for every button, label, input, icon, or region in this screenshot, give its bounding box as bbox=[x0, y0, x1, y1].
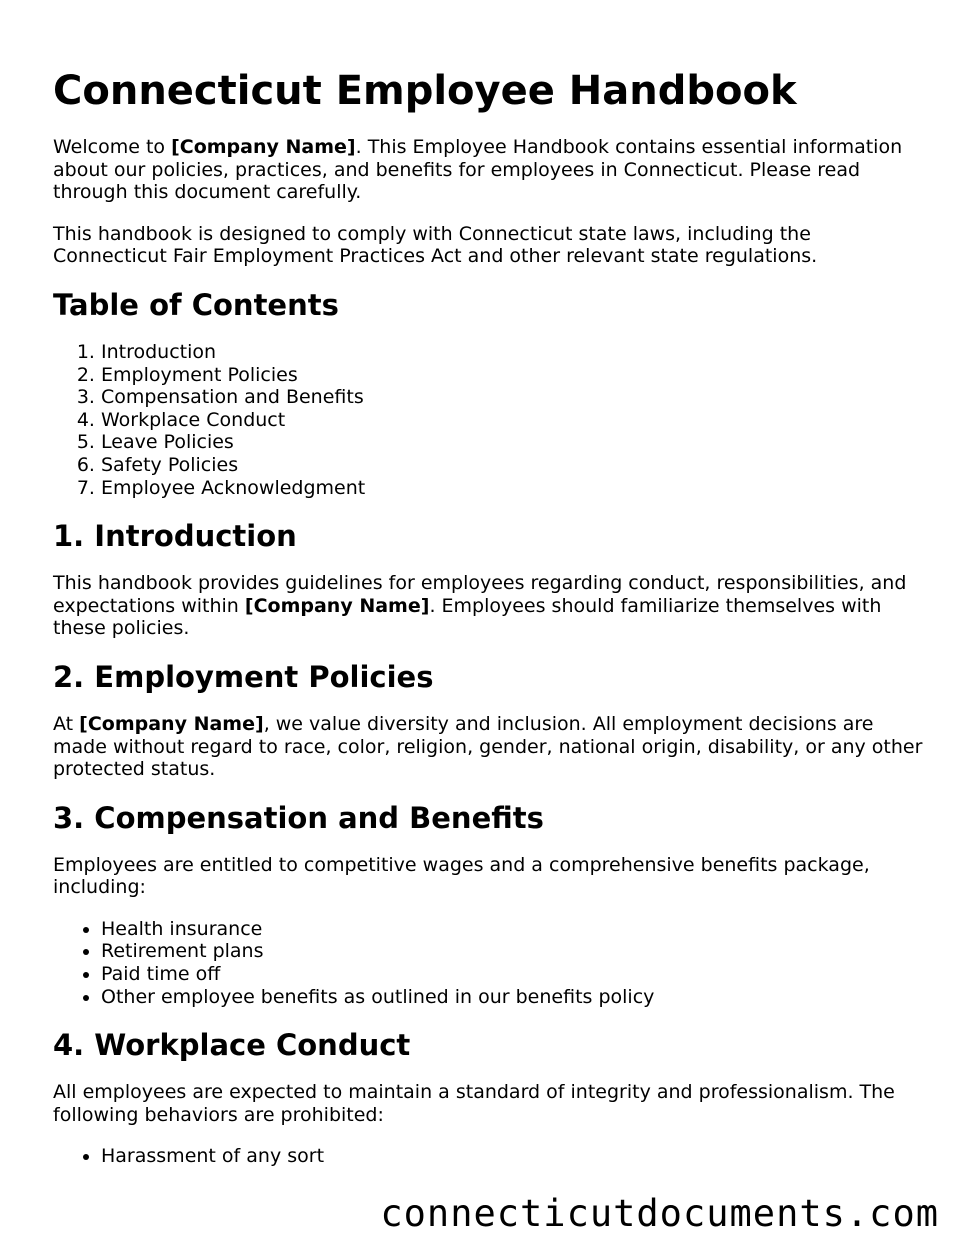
toc-list bbox=[53, 341, 923, 499]
section-introduction-text: This handbook provides guidelines for employees regarding conduct, responsibilities, and expectations within [Company Name]. Employees should familiarize themselves with these policies. bbox=[53, 572, 907, 640]
section-conduct-heading: 4. Workplace Conduct bbox=[53, 1028, 411, 1063]
toc-item: 3. Compensation and Benefits bbox=[101, 386, 923, 409]
company-name-placeholder: [Company Name] bbox=[79, 712, 264, 735]
toc-item: 5. Leave Policies bbox=[101, 431, 923, 454]
section-employment-text: At [Company Name], we value diversity and inclusion. All employment decisions are made without regard to race, color, religion, gender, national origin, disability, or any other protected status. bbox=[53, 712, 923, 781]
intro-paragraph-2: This handbook is designed to comply with Connecticut state laws, including the Connecticut Fair Employment Practices Act and other relevant state regulations. bbox=[53, 222, 818, 268]
toc-item: 4. Workplace Conduct bbox=[101, 409, 923, 432]
company-name-placeholder: [Company Name] bbox=[244, 594, 430, 617]
page-title: Connecticut Employee Handbook bbox=[53, 68, 797, 114]
section-compensation-heading: 3. Compensation and Benefits bbox=[53, 800, 544, 835]
document-page bbox=[53, 66, 923, 1187]
section-compensation-text: Employees are entitled to competitive wages and a comprehensive benefits package, including: bbox=[53, 853, 870, 899]
toc-item: 6. Safety Policies bbox=[101, 454, 923, 477]
intro-paragraph-1: Welcome to [Company Name]. This Employee Handbook contains essential information about our policies, practices, and benefits for employees in Connecticut. Please read through this document carefully. bbox=[53, 136, 903, 204]
prohibited-behaviors-list bbox=[53, 1145, 923, 1168]
site-watermark: connecticutdocuments.com bbox=[376, 1192, 943, 1235]
section-employment-heading: 2. Employment Policies bbox=[53, 659, 434, 694]
list-item: • Other employee benefits as outlined in our benefits policy bbox=[101, 986, 923, 1009]
toc-item: 7. Employee Acknowledgment bbox=[101, 477, 923, 500]
toc-heading: Table of Contents bbox=[53, 287, 339, 322]
toc-item: 2. Employment Policies bbox=[101, 364, 923, 387]
section-introduction-heading: 1. Introduction bbox=[53, 519, 297, 554]
list-item: • Harassment of any sort bbox=[101, 1145, 923, 1168]
toc-item: 1. Introduction bbox=[101, 341, 923, 364]
list-item: • Health insurance bbox=[101, 918, 923, 941]
list-item: • Paid time off bbox=[101, 963, 923, 986]
section-conduct-text: All employees are expected to maintain a standard of integrity and professionalism. The following behaviors are prohibited: bbox=[53, 1081, 895, 1126]
company-name-placeholder: [Company Name] bbox=[171, 136, 356, 158]
benefits-list bbox=[53, 918, 923, 1008]
list-item: • Retirement plans bbox=[101, 940, 923, 963]
